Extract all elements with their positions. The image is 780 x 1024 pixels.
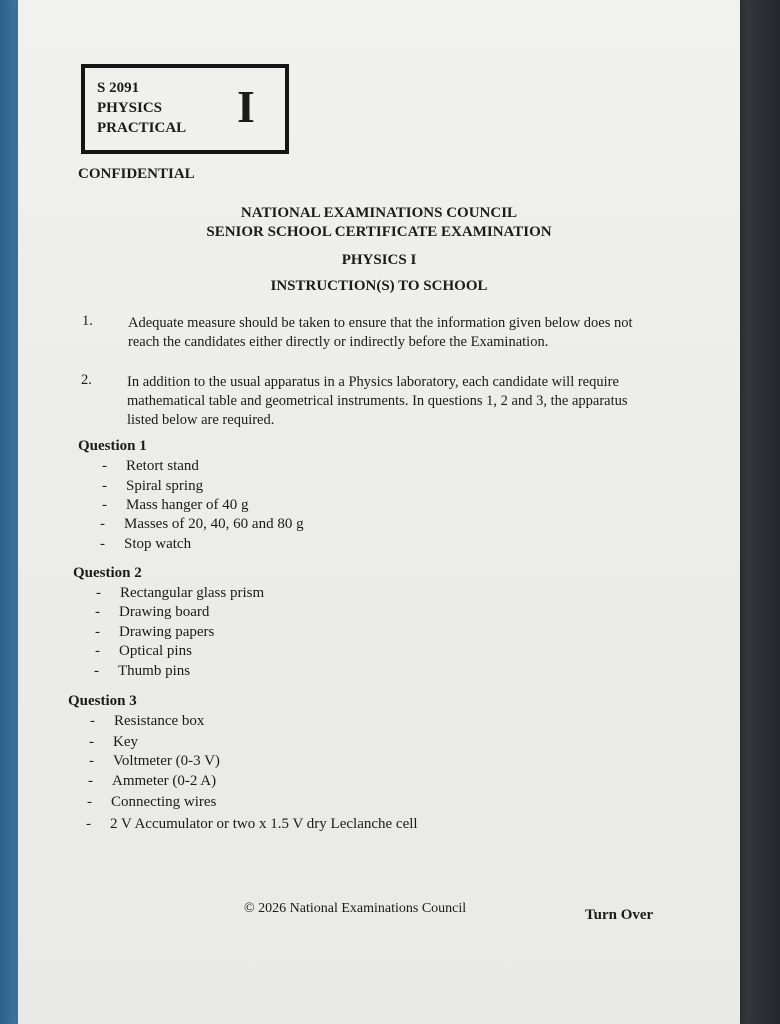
- confidential-label: CONFIDENTIAL: [78, 166, 195, 182]
- question-heading: Question 3: [68, 693, 137, 709]
- list-item: - Ammeter (0-2 A): [88, 773, 217, 789]
- instruction-line: mathematical table and geometrical instruments. In questions 1, 2 and 3, the apparatus: [127, 393, 628, 409]
- list-item: - Stop watch: [100, 536, 192, 552]
- paper-code: S 2091: [97, 80, 140, 96]
- paper-title: PHYSICS I: [341, 252, 417, 268]
- question-heading: Question 1: [78, 438, 147, 454]
- paper-code-lines: [97, 78, 186, 138]
- list-item: - Retort stand: [102, 458, 199, 474]
- list-item: - Mass hanger of 40 g: [102, 497, 249, 513]
- list-item: - Voltmeter (0-3 V): [89, 753, 220, 769]
- council-name: NATIONAL EXAMINATIONS COUNCIL: [240, 205, 518, 221]
- paper-code-box: [81, 64, 289, 154]
- list-item: - Masses of 20, 40, 60 and 80 g: [100, 516, 304, 532]
- list-item: - Connecting wires: [87, 794, 217, 810]
- paper-subject: PHYSICS: [97, 100, 163, 116]
- instruction-number: 2.: [81, 372, 92, 388]
- instruction-line: listed below are required.: [127, 412, 275, 428]
- question-heading: Question 2: [73, 565, 142, 581]
- instructions-title: INSTRUCTION(S) TO SCHOOL: [270, 278, 488, 294]
- paper-type: PRACTICAL: [97, 120, 187, 136]
- turn-over-label: Turn Over: [585, 907, 654, 923]
- list-item: - Drawing board: [95, 604, 210, 620]
- instruction-line: In addition to the usual apparatus in a Physics laboratory, each candidate will require: [127, 374, 619, 390]
- list-item: - Drawing papers: [95, 624, 215, 640]
- paper-number: I: [237, 81, 255, 132]
- instruction-text: [127, 373, 628, 430]
- exam-name: SENIOR SCHOOL CERTIFICATE EXAMINATION: [206, 224, 552, 240]
- exam-paper: [18, 0, 740, 1024]
- list-item: - Optical pins: [95, 643, 192, 659]
- instruction-line: reach the candidates either directly or indirectly before the Examination.: [128, 334, 549, 350]
- copyright-notice: © 2026 National Examinations Council: [244, 901, 467, 916]
- list-item: - 2 V Accumulator or two x 1.5 V dry Leclanche cell: [86, 816, 418, 832]
- instruction-line: Adequate measure should be taken to ensure that the information given below does not: [128, 315, 633, 331]
- list-item: - Thumb pins: [94, 663, 191, 679]
- list-item: - Key: [89, 734, 138, 750]
- instruction-text: [128, 314, 633, 352]
- list-item: - Resistance box: [90, 713, 205, 729]
- list-item: - Spiral spring: [102, 478, 204, 494]
- instruction-number: 1.: [82, 313, 93, 329]
- list-item: - Rectangular glass prism: [96, 585, 265, 601]
